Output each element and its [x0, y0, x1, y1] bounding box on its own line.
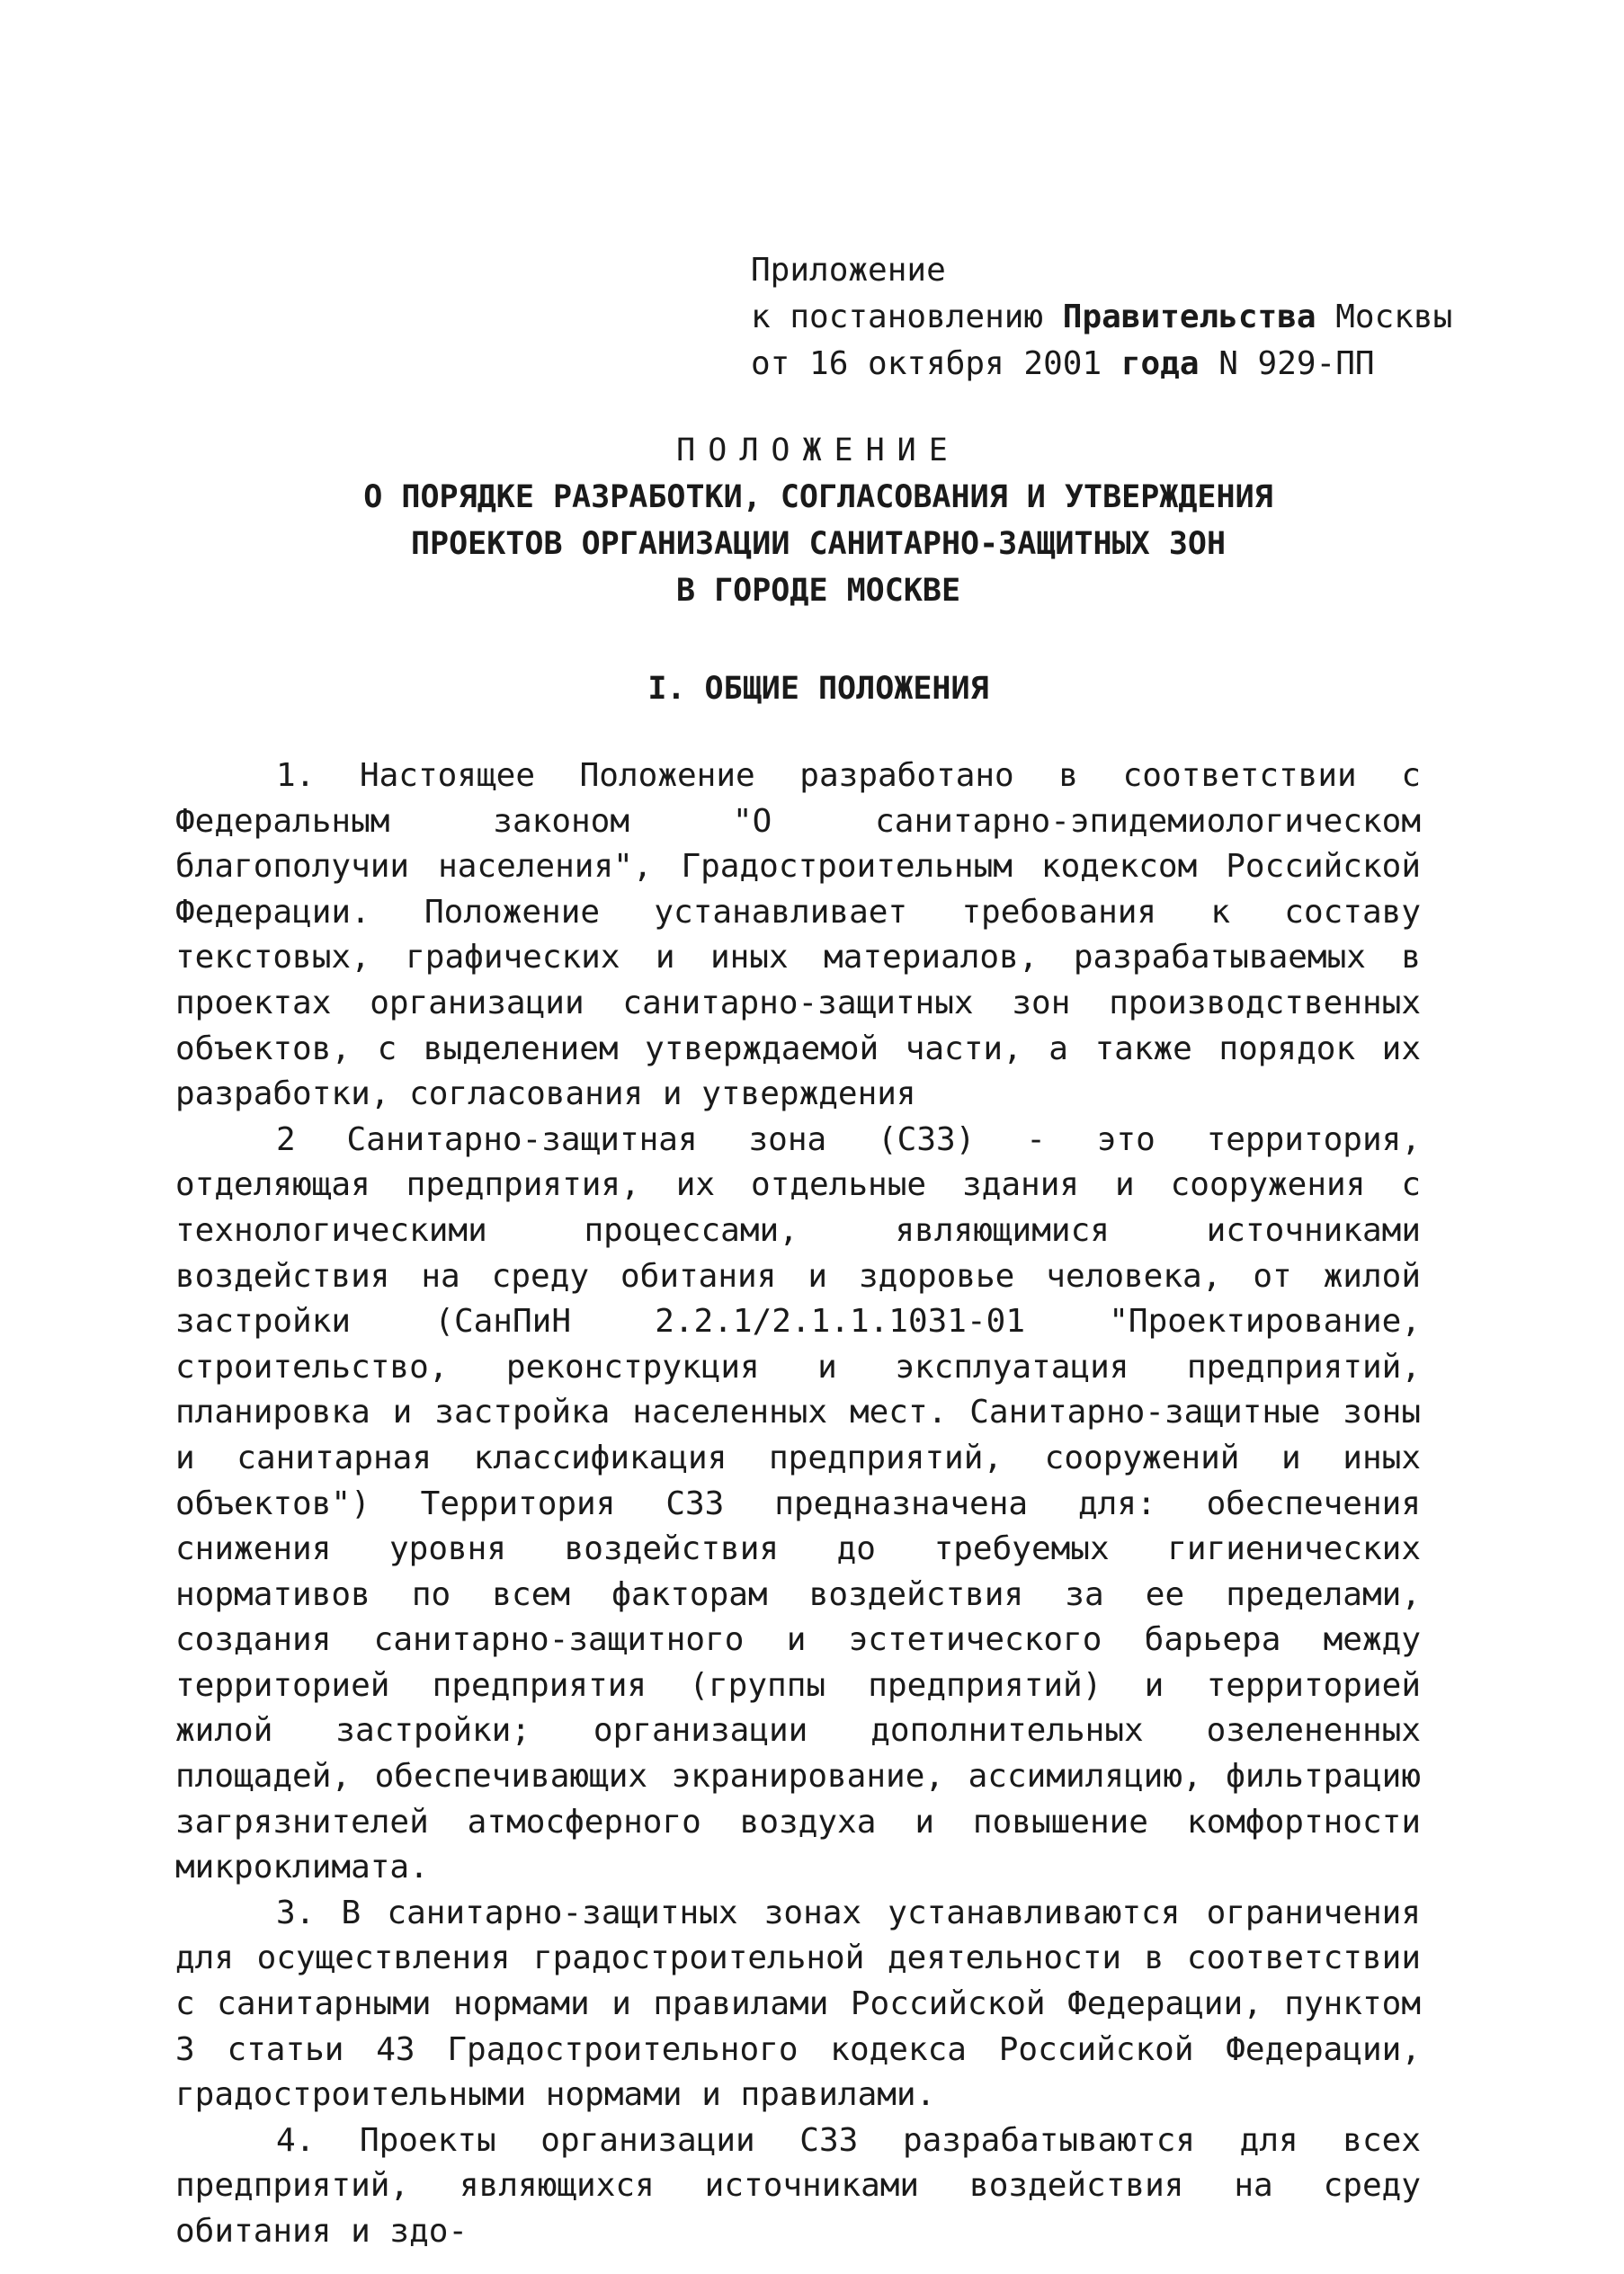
paragraph-1: 1. Настоящее Положение разработано в соответствии с Федеральным законом "О санитарно-эпидемиологическом благополучии населения", Градостроительным кодексом Российской Федерации. Положение устанавливает требования к составу текстовых, графических и иных материалов, разрабатываемых в проектах организации санитарно-защитных зон производственных объектов, с выделением утверждаемой части, а также порядок их разработки, согласования и утверждения: [175, 757, 1421, 1113]
appendix-header: [751, 247, 1452, 388]
section-heading: I. ОБЩИЕ ПОЛОЖЕНИЯ: [647, 671, 989, 707]
appendix-line-2-bold: Правительства: [1062, 299, 1316, 335]
title-line-4: В ГОРОДЕ МОСКВЕ: [675, 573, 961, 609]
document-title: [180, 427, 1457, 614]
body-text: [175, 754, 1421, 2255]
appendix-line-3: [751, 341, 1452, 388]
appendix-line-2: [751, 294, 1452, 341]
paragraph-2: 2 Санитарно-защитная зона (СЗЗ) - это территория, отделяющая предприятия, их отдельные здания и сооружения с технологическими процессами, являющимися источниками воздействия на среду обитания и здоровье человека, от жилой застройки (СанПиН 2.2.1/2.1.1.1031-01 "Проектирование, строительство, реконструкция и эксплуатация предприятий, планировка и застройка населенных мест. Санитарно-защитные зоны и санитарная классификация предприятий, сооружений и иных объектов") Территория СЗЗ предназначена для: обеспечения снижения уровня воздействия до требуемых гигиенических нормативов по всем факторам воздействия за ее пределами, создания санитарно-защитного и эстетического барьера между территорией предприятия (группы предприятий) и территорией жилой застройки; организации дополнительных озелененных площадей, обеспечивающих экранирование, ассимиляцию, фильтрацию загрязнителей атмосферного воздуха и повышение комфортности микроклимата.: [175, 1120, 1421, 1886]
appendix-line-1: Приложение: [751, 252, 946, 289]
appendix-line-3-suffix: N 929-ПП: [1199, 345, 1375, 382]
appendix-line-3-bold: года: [1120, 345, 1200, 382]
title-word: ПОЛОЖЕНИЕ: [676, 433, 960, 468]
paragraph-3: 3. В санитарно-защитных зонах устанавливаются ограничения для осуществления градостроительной деятельности в соответствии с санитарными нормами и правилами Российской Федерации, пунктом 3 статьи 43 Градостроительного кодекса Российской Федерации, градостроительными нормами и правилами.: [175, 1894, 1421, 2114]
paragraph-4: 4. Проекты организации СЗЗ разрабатываются для всех предприятий, являющихся источниками воздействия на среду обитания и здо-: [175, 2121, 1421, 2250]
title-line-3: ПРОЕКТОВ ОРГАНИЗАЦИИ САНИТАРНО-ЗАЩИТНЫХ ЗОН: [410, 526, 1227, 562]
appendix-line-3-prefix: от 16 октября 2001: [751, 345, 1121, 382]
title-line-2: О ПОРЯДКЕ РАЗРАБОТКИ, СОГЛАСОВАНИЯ И УТВЕРЖДЕНИЯ: [363, 479, 1273, 515]
appendix-line-2-suffix: Москвы: [1316, 299, 1453, 335]
appendix-line-2-prefix: к постановлению: [751, 299, 1063, 335]
